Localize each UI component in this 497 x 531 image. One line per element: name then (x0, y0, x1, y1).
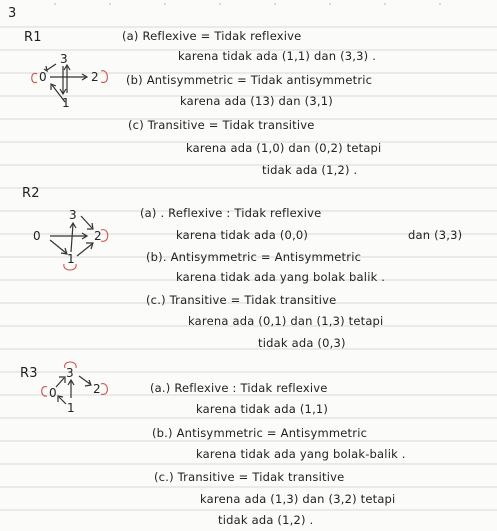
r1-node: 0 (39, 70, 47, 84)
r1-reflexive-line: (a) Reflexive = Tidak reflexive (122, 29, 302, 43)
r3-node: 0 (49, 386, 57, 400)
r2-node: 2 (94, 229, 102, 243)
section-label-r3: R3 (20, 366, 38, 381)
r1-node: 3 (60, 52, 68, 66)
r3-transitive-missing: tidak ada (1,2) . (218, 513, 314, 527)
r1-antisymmetric-line: (b) Antisymmetric = Tidak antisymmetric (126, 73, 373, 87)
r2-reflexive-reason: karena tidak ada (0,0) (176, 228, 309, 242)
page-number: 3 (8, 6, 17, 21)
r2-transitive-missing: tidak ada (0,3) (258, 336, 346, 350)
r3-reflexive-line: (a.) Reflexive : Tidak reflexive (150, 381, 328, 395)
r3-transitive-line: (c.) Transitive = Tidak transitive (154, 470, 345, 484)
r1-reflexive-reason: karena tidak ada (1,1) dan (3,3) . (178, 49, 377, 63)
r2-reflexive-line: (a) . Reflexive : Tidak reflexive (140, 206, 322, 220)
r2-transitive-line: (c.) Transitive = Tidak transitive (146, 293, 337, 307)
r2-antisymmetric-reason: karena tidak ada yang bolak balik . (176, 270, 386, 284)
r2-node: 1 (67, 252, 75, 266)
r1-antisymmetric-reason: karena ada (13) dan (3,1) (180, 94, 333, 108)
r1-transitive-line: (c) Transitive = Tidak transitive (128, 118, 315, 132)
r3-reflexive-reason: karena tidak ada (1,1) (196, 402, 329, 416)
r1-transitive-missing: tidak ada (1,2) . (262, 163, 358, 177)
r3-antisymmetric-reason: karena tidak ada yang bolak-balik . (196, 447, 406, 461)
r2-reflexive-reason-cont: dan (3,3) (408, 228, 463, 242)
r2-node: 0 (33, 229, 41, 243)
r1-transitive-reason: karena ada (1,0) dan (0,2) tetapi (186, 141, 382, 155)
r3-antisymmetric-line: (b.) Antisymmetric = Antisymmetric (152, 426, 368, 440)
section-label-r1: R1 (24, 30, 42, 45)
r2-node: 3 (69, 208, 77, 222)
r3-node: 2 (93, 382, 101, 396)
r2-antisymmetric-line: (b). Antisymmetric = Antisymmetric (146, 250, 362, 264)
r1-node: 1 (62, 96, 70, 110)
r3-node: 3 (66, 366, 74, 380)
r3-transitive-reason: karena ada (1,3) dan (3,2) tetapi (200, 492, 396, 506)
r1-node: 2 (91, 70, 99, 84)
r2-transitive-reason: karena ada (0,1) dan (1,3) tetapi (188, 314, 384, 328)
section-label-r2: R2 (22, 186, 40, 201)
r3-node: 1 (67, 401, 75, 415)
